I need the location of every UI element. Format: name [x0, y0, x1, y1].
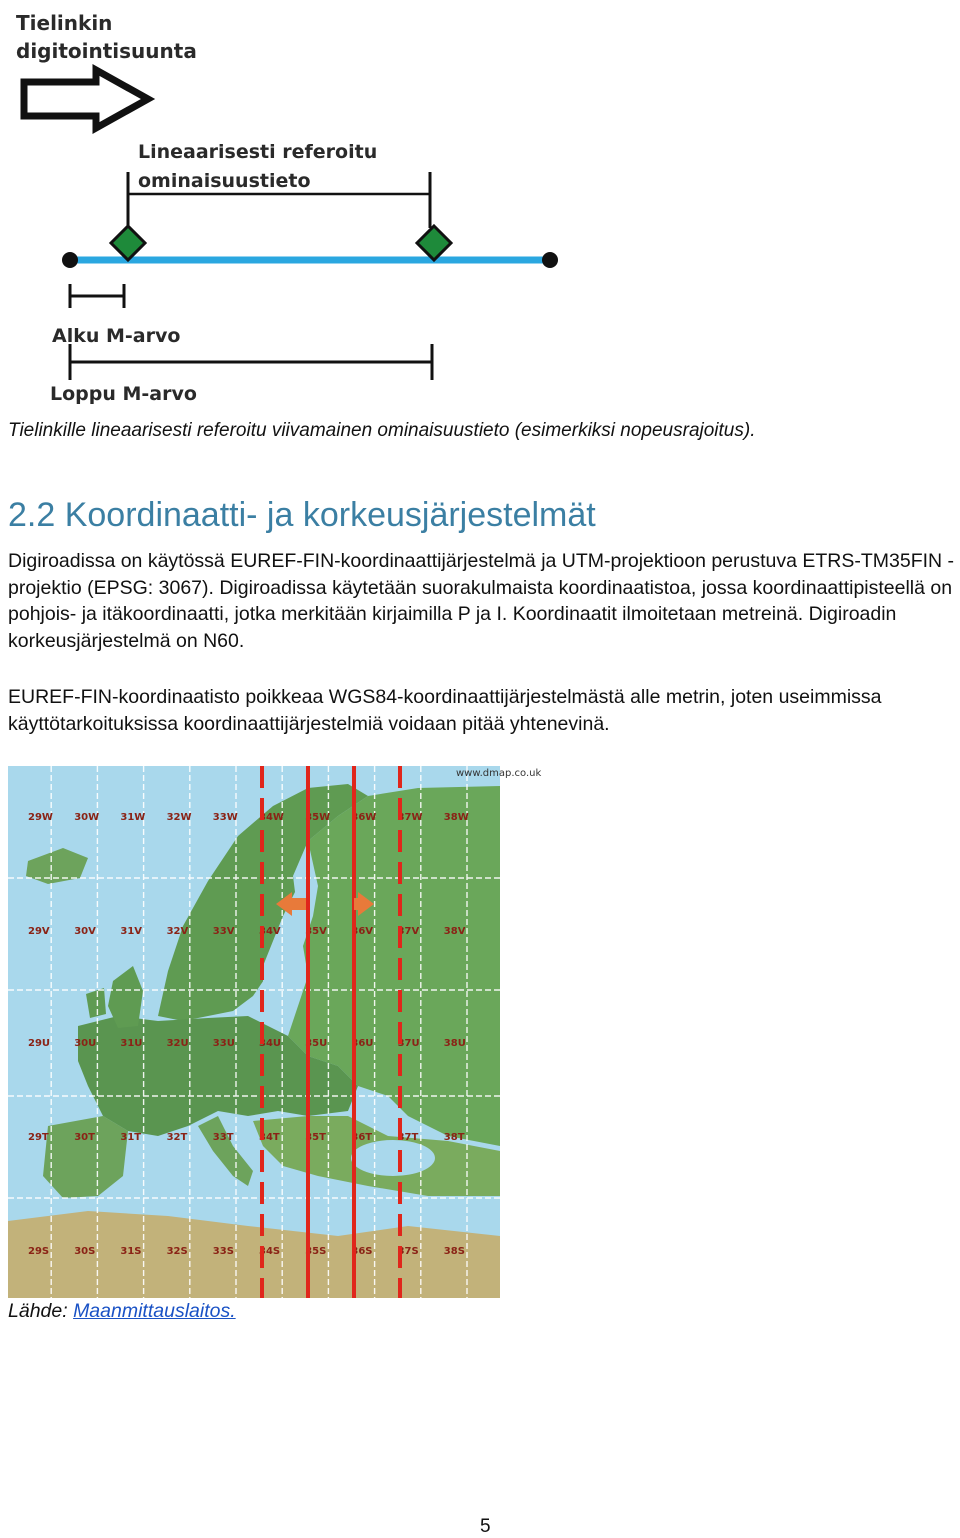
zone-label: 29V	[28, 926, 50, 937]
zone-label: 38T	[443, 1132, 465, 1143]
zone-label: 36T	[351, 1132, 373, 1143]
zone-label: 37U	[397, 1038, 420, 1049]
zone-label: 29S	[28, 1246, 50, 1257]
source-line	[8, 1300, 236, 1323]
zone-label: 36U	[351, 1038, 374, 1049]
attribute-label-line2: ominaisuustieto	[138, 170, 311, 192]
source-link[interactable]: Maanmittauslaitos.	[73, 1300, 236, 1322]
zone-label: 34T	[259, 1132, 280, 1143]
section-heading: 2.2 Koordinaatti- ja korkeusjärjestelmät	[8, 496, 596, 534]
zone-label: 29W	[28, 812, 53, 823]
zone-label: 33V	[212, 926, 235, 937]
zone-label: 37T	[397, 1132, 419, 1143]
zone-label: 31T	[120, 1132, 142, 1143]
zone-label: 30W	[74, 812, 100, 823]
utm-zone-map	[8, 766, 542, 1298]
map-black-sea	[351, 1140, 435, 1176]
zone-label: 30V	[74, 926, 96, 937]
zone-label: 32U	[166, 1038, 189, 1049]
zone-label: 35W	[305, 812, 331, 823]
zone-label: 38U	[443, 1038, 466, 1049]
zone-label: 37S	[397, 1246, 419, 1257]
zone-label: 35U	[305, 1038, 328, 1049]
zone-label: 38W	[443, 812, 469, 823]
zone-label: 33S	[212, 1246, 234, 1257]
zone-label: 32W	[166, 812, 192, 823]
zone-label: 32S	[166, 1246, 188, 1257]
link-end-node	[542, 252, 558, 268]
zone-label: 32V	[166, 926, 189, 937]
zone-label: 35S	[305, 1246, 327, 1257]
end-m-label: Loppu M-arvo	[50, 383, 197, 405]
link-start-node	[62, 252, 78, 268]
attribute-start-marker-icon	[111, 226, 145, 260]
zone-label: 29U	[28, 1038, 51, 1049]
zone-label: 37V	[397, 926, 420, 937]
zone-label: 31U	[120, 1038, 143, 1049]
direction-label-line1: Tielinkin	[16, 11, 113, 35]
map-watermark: www.dmap.co.uk	[456, 768, 542, 779]
zone-label: 34W	[259, 812, 284, 823]
zone-label: 32T	[166, 1132, 188, 1143]
start-m-label: Alku M-arvo	[52, 325, 181, 347]
zone-label: 29T	[28, 1132, 49, 1143]
paragraph-euref-wgs84: EUREF-FIN-koordinaatisto poikkeaa WGS84-koordinaattijärjestelmästä alle metrin, joten useimmissa käyttötarkoituksissa koordinaattijärjestelmiä voidaan pitää yhtenevinä.	[8, 686, 882, 735]
zone-label: 31V	[120, 926, 143, 937]
zone-label: 33T	[212, 1132, 234, 1143]
zone-label: 30U	[74, 1038, 97, 1049]
zone-label: 33W	[212, 812, 238, 823]
attribute-label-line1: Lineaarisesti referoitu	[138, 141, 378, 163]
zone-label: 34S	[259, 1246, 281, 1257]
zone-label: 38S	[443, 1246, 465, 1257]
linear-referencing-diagram	[0, 0, 600, 410]
zone-label: 34V	[259, 926, 281, 937]
zone-label: 36S	[351, 1246, 373, 1257]
page-number: 5	[480, 1516, 491, 1537]
direction-label-line2: digitointisuunta	[16, 39, 197, 63]
direction-arrow-icon	[24, 70, 148, 128]
figure-caption: Tielinkille lineaarisesti referoitu viivamainen ominaisuustieto (esimerkiksi nopeusrajoitus).	[8, 420, 756, 441]
zone-label: 38V	[443, 926, 466, 937]
zone-label: 34U	[259, 1038, 282, 1049]
zone-label: 35V	[305, 926, 327, 937]
zone-label: 30S	[74, 1246, 96, 1257]
attribute-end-marker-icon	[417, 226, 451, 260]
zone-label: 37W	[397, 812, 423, 823]
paragraph-coordinate-system: Digiroadissa on käytössä EUREF-FIN-koordinaattijärjestelmä ja UTM-projektioon perustuva ETRS-TM35FIN -projektio (EPSG: 3067). Digiroadissa käytetään suorakulmaista koordinaatistoa, jossa koordinaattipisteellä on pohjois- ja itäkoordinaatti, jotka merkitään kirjaimilla P ja I. Koordinaatit ilmoitetaan metreinä. Digiroadin korkeusjärjestelmä on N60.	[8, 550, 955, 652]
zone-label: 36W	[351, 812, 377, 823]
zone-label: 33U	[212, 1038, 235, 1049]
zone-label: 36V	[351, 926, 374, 937]
zone-label: 30T	[74, 1132, 95, 1143]
zone-label: 35T	[305, 1132, 326, 1143]
source-prefix: Lähde:	[8, 1300, 74, 1322]
zone-label: 31S	[120, 1246, 142, 1257]
zone-label: 31W	[120, 812, 146, 823]
